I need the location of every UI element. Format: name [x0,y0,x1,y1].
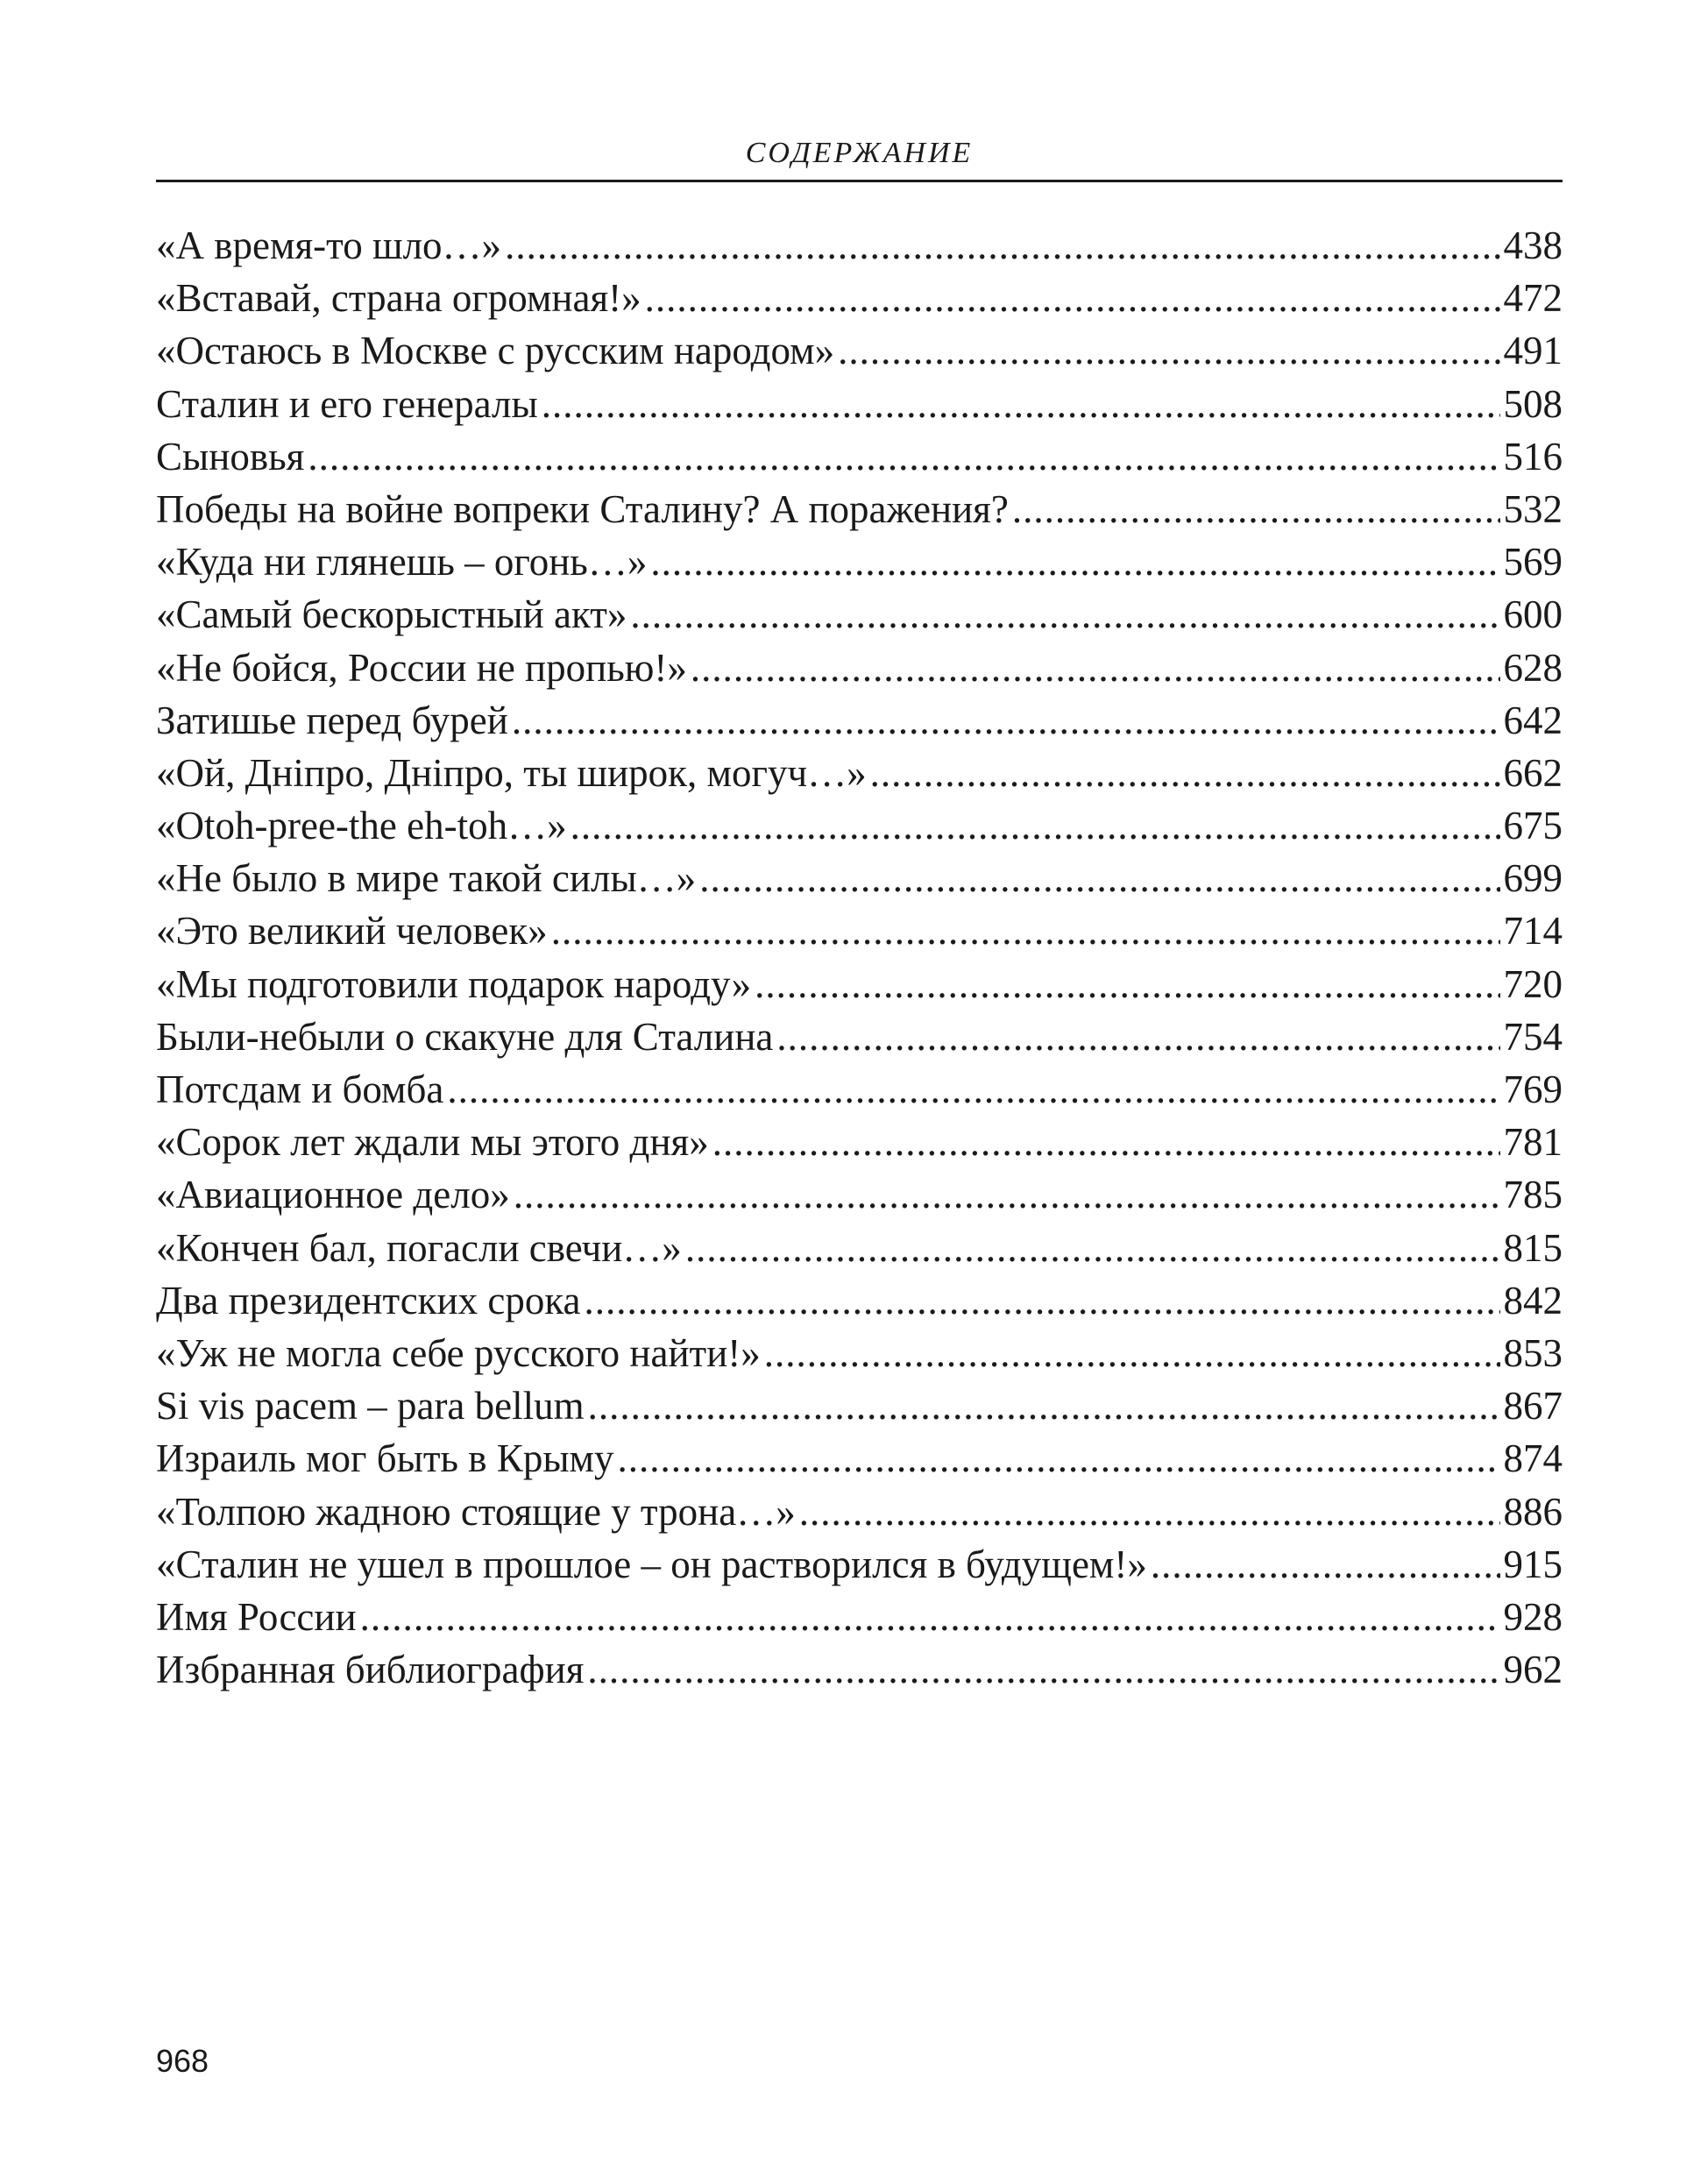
toc-entry [156,1327,1563,1379]
dot-leader [512,694,1500,747]
toc-entry-title: «Самый бескорыстный акт» [156,592,627,637]
toc-entry-title: «Авиационное дело» [156,1173,510,1217]
toc-entry [156,430,1563,483]
toc-entry-page: 491 [1503,329,1563,373]
dot-leader [360,1591,1500,1643]
toc-entry-page: 915 [1503,1542,1563,1586]
toc-entry [156,1222,1563,1274]
page-number: 968 [156,2043,209,2079]
dot-leader [755,958,1499,1010]
toc-entry-title: «Это великий человек» [156,909,548,954]
toc-entry-page: 438 [1503,223,1563,267]
toc-entry-page: 815 [1503,1225,1563,1270]
toc-entry [156,852,1563,904]
dot-leader [691,642,1500,694]
toc-entry-title: Два президентских срока [156,1278,581,1322]
dot-leader [588,1379,1500,1432]
toc-entry-page: 472 [1503,276,1563,321]
toc-entry-title: Победы на войне вопреки Сталину? А поражения? [156,486,1009,531]
toc-entry-page: 962 [1503,1648,1563,1692]
toc-entry-page: 600 [1503,592,1563,637]
toc-entry-page: 720 [1503,961,1563,1006]
toc-entry-page: 853 [1503,1330,1563,1375]
toc-entry [156,1010,1563,1063]
toc-entry [156,1379,1563,1432]
toc-entry-title: Сыновья [156,434,305,479]
toc-entry-title: Имя России [156,1594,357,1639]
dot-leader [587,1643,1499,1696]
toc-entry-title: «Ой, Днiпро, Днiпро, ты широк, могуч…» [156,750,867,795]
toc-entry-title: «Остаюсь в Москве с русским народом» [156,329,835,373]
toc-entry-page: 642 [1503,698,1563,742]
toc-entry-title: Сталин и его генералы [156,381,538,426]
toc-entry [156,1591,1563,1643]
dot-leader [838,324,1499,377]
toc-entry [156,1274,1563,1327]
dot-leader [1012,483,1500,535]
toc-entry-title: «Куда ни глянешь – огонь…» [156,540,648,585]
dot-leader [585,1274,1500,1327]
toc-entry-page: 874 [1503,1436,1563,1481]
toc-entry [156,1116,1563,1168]
dot-leader [505,219,1499,272]
toc-entry-page: 867 [1503,1384,1563,1429]
toc-entry [156,1643,1563,1696]
toc-entry-page: 628 [1503,645,1563,690]
toc-entry [156,694,1563,747]
toc-entry [156,1486,1563,1538]
dot-leader [764,1327,1500,1379]
toc-entry-title: «Вставай, страна огромная!» [156,276,641,321]
toc-entry-title: Израиль мог быть в Крыму [156,1436,614,1481]
toc-entry [156,588,1563,641]
running-header: СОДЕРЖАНИЕ [745,137,974,169]
dot-leader [870,747,1500,799]
dot-leader [571,799,1500,852]
toc-entry [156,272,1563,324]
toc-entry-page: 886 [1503,1489,1563,1534]
header-rule [156,180,1563,182]
toc-entry-page: 714 [1503,909,1563,954]
toc-entry-title: «Кончен бал, погасли свечи…» [156,1225,682,1270]
dot-leader [447,1063,1499,1116]
toc-entry-title: Затишье перед бурей [156,698,508,742]
toc-entry-page: 928 [1503,1594,1563,1639]
toc-entry [156,904,1563,957]
dot-leader [645,272,1500,324]
toc-entry-title: «Сорок лет ждали мы этого дня» [156,1120,709,1165]
dot-leader [799,1486,1500,1538]
toc-entry-title: «Мы подготовили подарок народу» [156,961,752,1006]
dot-leader [699,852,1499,904]
toc-entry [156,324,1563,377]
toc-entry-title: Потсдам и бомба [156,1067,444,1111]
toc-entry-title: «Толпою жадною стоящие у трона…» [156,1489,796,1534]
toc-entry-page: 699 [1503,856,1563,901]
toc-entry [156,958,1563,1010]
dot-leader [685,1222,1500,1274]
toc-entry [156,535,1563,588]
dot-leader [630,588,1499,641]
toc-entry [156,642,1563,694]
dot-leader [308,430,1499,483]
toc-entry [156,799,1563,852]
toc-entry-page: 569 [1503,540,1563,585]
dot-leader [776,1010,1499,1063]
toc-entry-page: 785 [1503,1173,1563,1217]
toc-entry-page: 516 [1503,434,1563,479]
dot-leader [1151,1538,1500,1591]
toc-entry-page: 842 [1503,1278,1563,1322]
toc-entry [156,219,1563,272]
toc-entry-title: «А время-то шло…» [156,223,502,267]
toc-entry [156,378,1563,430]
toc-entry-page: 675 [1503,804,1563,848]
toc-entry-title: «Otoh-pree-the eh-toh…» [156,804,567,848]
table-of-contents [156,219,1563,1696]
toc-entry [156,1063,1563,1116]
toc-entry [156,1538,1563,1591]
toc-entry [156,747,1563,799]
toc-entry-page: 769 [1503,1067,1563,1111]
toc-entry-page: 508 [1503,381,1563,426]
toc-entry-title: «Не бойся, России не пропью!» [156,645,687,690]
toc-entry-page: 532 [1503,486,1563,531]
dot-leader [650,535,1499,588]
toc-entry-page: 754 [1503,1014,1563,1059]
toc-entry-title: Si vis pacem – para bellum [156,1384,585,1429]
toc-entry-title: «Уж не могла себе русского найти!» [156,1330,761,1375]
dot-leader [542,378,1500,430]
toc-entry-page: 781 [1503,1120,1563,1165]
toc-entry-title: Были-небыли о скакуне для Сталина [156,1014,774,1059]
toc-entry-title: «Не было в мире такой силы…» [156,856,697,901]
toc-entry-page: 662 [1503,750,1563,795]
toc-entry [156,483,1563,535]
dot-leader [551,904,1500,957]
toc-entry [156,1432,1563,1485]
toc-entry-title: «Сталин не ушел в прошлое – он растворился в будущем!» [156,1542,1147,1586]
dot-leader [618,1432,1500,1485]
toc-entry [156,1168,1563,1221]
toc-entry-title: Избранная библиография [156,1648,585,1692]
dot-leader [514,1168,1500,1221]
dot-leader [712,1116,1500,1168]
